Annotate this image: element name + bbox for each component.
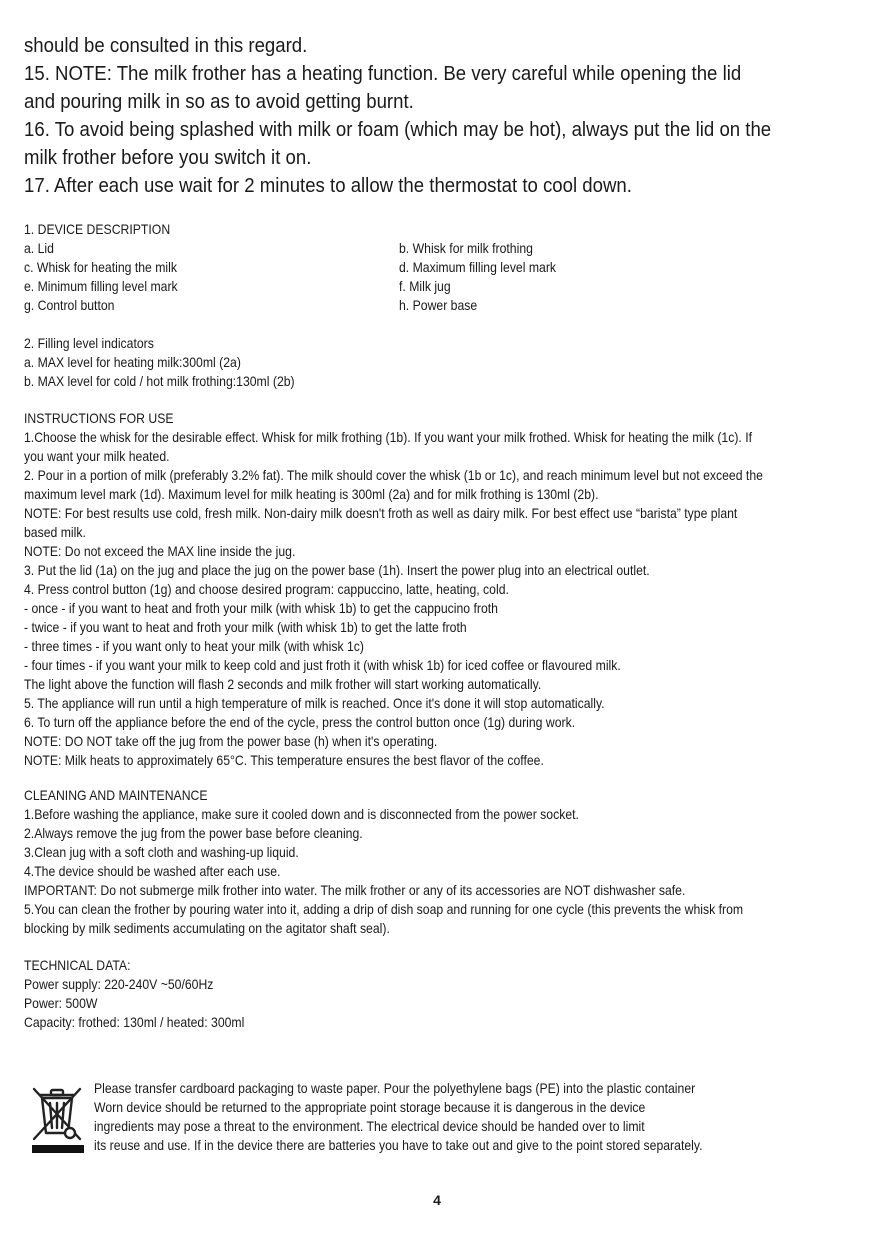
part-item: b. Whisk for milk frothing: [399, 241, 533, 256]
part-item: f. Milk jug: [399, 279, 451, 294]
instruction-line: 5. The appliance will run until a high temperature of milk is reached. Once it's done it will stop automatically.: [24, 696, 605, 711]
instruction-line: - three times - if you want only to heat your milk (with whisk 1c): [24, 639, 364, 654]
part-item: e. Minimum filling level mark: [24, 279, 178, 294]
part-item: a. Lid: [24, 241, 54, 256]
filling-level-line: b. MAX level for cold / hot milk frothing:130ml (2b): [24, 374, 295, 389]
cleaning-section: [24, 786, 743, 938]
cleaning-line: 3.Clean jug with a soft cloth and washing-up liquid.: [24, 845, 299, 860]
cleaning-line: 2.Always remove the jug from the power base before cleaning.: [24, 826, 363, 841]
technical-data-line: Power supply: 220-240V ~50/60Hz: [24, 977, 214, 992]
technical-data-heading: TECHNICAL DATA:: [24, 958, 131, 973]
instruction-line: NOTE: Milk heats to approximately 65°C. This temperature ensures the best flavor of the coffee.: [24, 753, 544, 768]
safety-line: and pouring milk in so as to avoid getting burnt.: [24, 91, 414, 113]
instruction-line: - twice - if you want to heat and froth your milk (with whisk 1b) to get the latte froth: [24, 620, 467, 635]
technical-data-section: [24, 956, 244, 1032]
instruction-line: NOTE: DO NOT take off the jug from the power base (h) when it's operating.: [24, 734, 438, 749]
disposal-line: Worn device should be returned to the appropriate point storage because it is dangerous in the device: [94, 1100, 646, 1115]
filling-level-line: a. MAX level for heating milk:300ml (2a): [24, 355, 241, 370]
cleaning-heading: CLEANING AND MAINTENANCE: [24, 788, 208, 803]
disposal-line: its reuse and use. If in the device there are batteries you have to take out and give to the point stored separately.: [94, 1138, 703, 1153]
crossed-out-wheelie-bin-icon: [30, 1083, 86, 1155]
device-description-right-column: [399, 239, 556, 315]
instruction-line: NOTE: Do not exceed the MAX line inside the jug.: [24, 544, 296, 559]
device-description-heading: 1. DEVICE DESCRIPTION: [24, 222, 171, 237]
disposal-line: Please transfer cardboard packaging to waste paper. Pour the polyethylene bags (PE) into the plastic container: [94, 1081, 696, 1096]
cleaning-line: IMPORTANT: Do not submerge milk frother into water. The milk frother or any of its accessories are NOT dishwasher safe.: [24, 883, 686, 898]
instruction-line: 6. To turn off the appliance before the end of the cycle, press the control button once (1g) during work.: [24, 715, 576, 730]
part-item: d. Maximum filling level mark: [399, 260, 557, 275]
part-item: h. Power base: [399, 298, 478, 313]
instruction-line: 2. Pour in a portion of milk (preferably 3.2% fat). The milk should cover the whisk (1b or 1c), and reach minimum level but not exceed the: [24, 468, 763, 483]
safety-line: 15. NOTE: The milk frother has a heating function. Be very careful while opening the lid: [24, 63, 742, 85]
filling-levels-section: [24, 334, 295, 391]
instructions-heading: INSTRUCTIONS FOR USE: [24, 411, 174, 426]
technical-data-line: Capacity: frothed: 130ml / heated: 300ml: [24, 1015, 245, 1030]
safety-line: 16. To avoid being splashed with milk or foam (which may be hot), always put the lid on the: [24, 119, 772, 141]
page-number: 4: [433, 1192, 441, 1208]
instruction-line: based milk.: [24, 525, 86, 540]
filling-levels-heading: 2. Filling level indicators: [24, 336, 154, 351]
instruction-line: 3. Put the lid (1a) on the jug and place the jug on the power base (1h). Insert the power plug into an electrical outlet.: [24, 563, 650, 578]
instruction-line: 4. Press control button (1g) and choose desired program: cappuccino, latte, heating, cold.: [24, 582, 509, 597]
part-item: g. Control button: [24, 298, 115, 313]
cleaning-line: blocking by milk sediments accumulating on the agitator shaft seal).: [24, 921, 390, 936]
technical-data-line: Power: 500W: [24, 996, 98, 1011]
cleaning-line: 4.The device should be washed after each use.: [24, 864, 281, 879]
instruction-line: NOTE: For best results use cold, fresh milk. Non-dairy milk doesn't froth as well as dairy milk. For best effect use “barista” type plant: [24, 506, 738, 521]
part-item: c. Whisk for heating the milk: [24, 260, 177, 275]
instruction-line: you want your milk heated.: [24, 449, 170, 464]
device-description-section: [24, 220, 178, 315]
instructions-section: [24, 409, 763, 770]
instruction-line: The light above the function will flash 2 seconds and milk frother will start working automatically.: [24, 677, 542, 692]
safety-line: milk frother before you switch it on.: [24, 147, 312, 169]
cleaning-line: 5.You can clean the frother by pouring water into it, adding a drip of dish soap and running for one cycle (this prevents the whisk from: [24, 902, 744, 917]
instruction-line: 1.Choose the whisk for the desirable effect. Whisk for milk frothing (1b). If you want your milk frothed. Whisk for heating the milk (1c). If: [24, 430, 753, 445]
safety-line: 17. After each use wait for 2 minutes to allow the thermostat to cool down.: [24, 175, 632, 197]
safety-line: should be consulted in this regard.: [24, 35, 308, 57]
instruction-line: - four times - if you want your milk to keep cold and just froth it (with whisk 1b) for iced coffee or flavoured milk.: [24, 658, 621, 673]
instruction-line: - once - if you want to heat and froth your milk (with whisk 1b) to get the cappucino froth: [24, 601, 498, 616]
instruction-line: maximum level mark (1d). Maximum level for milk heating is 300ml (2a) and for milk frothing is 130ml (2b).: [24, 487, 599, 502]
disposal-line: ingredients may pose a threat to the environment. The electrical device should be handed over to limit: [94, 1119, 645, 1134]
disposal-notice: [94, 1079, 702, 1155]
safety-notes-continued: [24, 32, 801, 200]
cleaning-line: 1.Before washing the appliance, make sure it cooled down and is disconnected from the power socket.: [24, 807, 579, 822]
